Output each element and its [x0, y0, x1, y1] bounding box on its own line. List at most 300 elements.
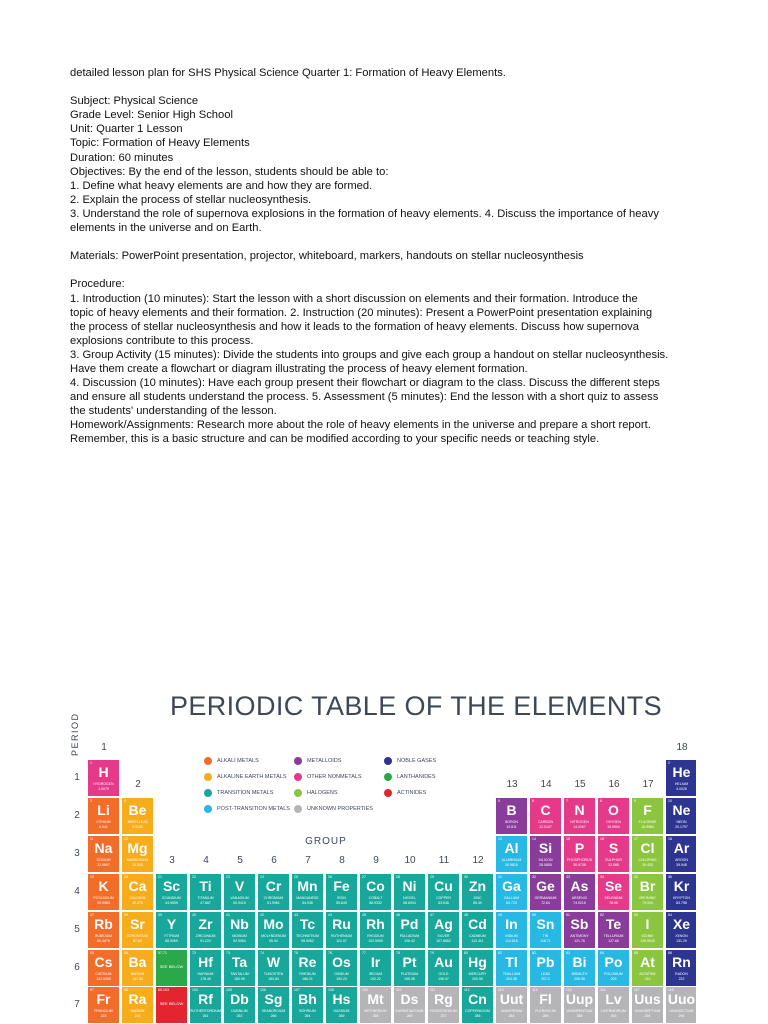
element-number: 113: [498, 988, 504, 992]
element-symbol: Uut: [499, 991, 524, 1007]
legend-swatch: [204, 773, 212, 781]
element-cell: [156, 912, 187, 948]
element-cell: [666, 912, 696, 948]
group-number: 5: [237, 855, 243, 866]
element-mass: 74.9216: [573, 901, 586, 905]
element-name: COPPER: [436, 896, 451, 900]
document-line: Have them create a flowchart or diagram illustrating the process of heavy element formation.: [70, 362, 528, 375]
element-cell: [292, 987, 323, 1023]
element-mass: 131.29: [676, 939, 687, 943]
element-symbol: Sb: [570, 916, 589, 932]
element-symbol: Cl: [640, 840, 655, 856]
element-symbol: Pb: [536, 954, 555, 970]
element-number: 84: [600, 951, 604, 955]
element-cell: [564, 912, 595, 948]
element-name: NICKEL: [403, 896, 416, 900]
element-symbol: F: [643, 802, 652, 818]
element-name: RADIUM: [130, 1009, 145, 1013]
element-number: 112: [464, 988, 470, 992]
element-name: ASTATINE: [639, 972, 656, 976]
element-number: 8: [600, 799, 602, 803]
element-mass: 1.0079: [98, 787, 109, 791]
element-cell: [292, 912, 323, 948]
element-name: FLUORINE: [638, 820, 657, 824]
element-mass: 186.21: [302, 977, 313, 981]
legend-label: ACTINIDES: [397, 790, 427, 796]
element-cell: [326, 987, 357, 1023]
element-cell: [598, 798, 629, 834]
element-mass: 137.33: [132, 977, 143, 981]
element-name: SILICON: [538, 858, 553, 862]
element-cell: [632, 836, 663, 872]
element-mass: 264: [304, 1014, 311, 1018]
element-name: VANADIUM: [230, 896, 249, 900]
element-number: 55: [90, 951, 94, 955]
element-cell: [88, 798, 119, 834]
element-name: NITROGEN: [570, 820, 589, 824]
element-cell: [122, 836, 153, 872]
element-symbol: Sc: [162, 878, 181, 894]
element-name: ROENTGENIUM: [430, 1009, 457, 1013]
element-number: 27: [362, 875, 366, 879]
element-number: 11: [90, 837, 94, 841]
element-number: 73: [226, 951, 230, 955]
element-mass: 44.9559: [165, 901, 178, 905]
element-symbol: Rb: [94, 916, 113, 932]
element-name: CARBON: [538, 820, 553, 824]
element-number: 87: [90, 988, 94, 992]
element-symbol: Rg: [434, 991, 453, 1007]
element-cell: [224, 950, 255, 986]
element-symbol: Li: [97, 802, 110, 818]
element-cell: [258, 874, 289, 910]
element-symbol: N: [574, 802, 585, 818]
element-name: MAGNESIUM: [126, 858, 149, 862]
element-name: IRON: [337, 896, 346, 900]
element-mass: 55.845: [336, 901, 347, 905]
element-symbol: Tl: [505, 954, 518, 970]
element-name: POTASSIUM: [93, 896, 114, 900]
element-mass: 195.08: [404, 977, 415, 981]
element-name: UNUNPENTIUM: [566, 1009, 593, 1013]
element-mass: 294: [678, 1014, 685, 1018]
group-number: 10: [404, 855, 416, 866]
element-symbol: Au: [434, 954, 453, 970]
group-number: 12: [472, 855, 484, 866]
element-mass: 12.0107: [539, 825, 552, 829]
element-symbol: Uuo: [667, 991, 696, 1007]
element-number: 44: [328, 913, 332, 917]
element-cell: [496, 836, 527, 872]
element-symbol: Mg: [127, 840, 148, 856]
element-symbol: Bi: [572, 954, 587, 970]
element-number: 43: [294, 913, 298, 917]
element-cell: [88, 987, 119, 1023]
element-mass: 69.723: [506, 901, 517, 905]
element-name: FRANCIUM: [94, 1009, 113, 1013]
element-number: 56: [124, 951, 128, 955]
element-symbol: P: [574, 840, 585, 856]
element-cell: [462, 950, 493, 986]
element-symbol: Sg: [264, 991, 283, 1007]
element-number: 47: [430, 913, 434, 917]
element-name: HASSIUM: [333, 1009, 350, 1013]
element-symbol: Re: [298, 954, 317, 970]
element-symbol: Uup: [565, 991, 594, 1007]
group-number: 7: [305, 855, 311, 866]
element-name: NEON: [676, 820, 687, 824]
element-number: 5: [498, 799, 500, 803]
element-symbol: Fr: [96, 991, 111, 1007]
element-cell: [122, 987, 153, 1023]
element-cell: [666, 760, 696, 796]
element-symbol: Bh: [298, 991, 317, 1007]
element-mass: 266: [270, 1014, 277, 1018]
document-line: Duration: 60 minutes: [70, 151, 174, 164]
element-name: HAFNIUM: [197, 972, 214, 976]
element-number: 107: [294, 988, 300, 992]
element-number: 12: [124, 837, 128, 841]
element-cell: [598, 912, 629, 948]
element-name: POLONIUM: [604, 972, 623, 976]
element-number: 54: [668, 913, 672, 917]
element-mass: 294: [644, 1014, 651, 1018]
element-symbol: Ca: [128, 878, 147, 894]
element-name: LITHIUM: [96, 820, 111, 824]
element-cell: [292, 874, 323, 910]
legend-label: TRANSITION METALS: [217, 790, 274, 796]
element-cell: [530, 912, 561, 948]
element-name: MERCURY: [468, 972, 487, 976]
element-cell: [496, 987, 527, 1023]
element-mass: 15.9994: [607, 825, 620, 829]
document-line: topic of heavy elements and their formation. 2. Instruction (20 minutes): Present a PowerPoint presentation explaining: [70, 306, 653, 319]
element-mass: 222: [678, 977, 685, 981]
element-cell: [88, 836, 119, 872]
legend-swatch: [204, 789, 212, 797]
element-cell: [496, 798, 527, 834]
element-number: 82: [532, 951, 536, 955]
element-symbol: Rn: [672, 954, 691, 970]
element-symbol: Si: [538, 840, 553, 856]
element-symbol: I: [645, 916, 650, 932]
blank-line: [70, 80, 700, 94]
period-number: 6: [74, 962, 80, 973]
element-symbol: SEE BELOW: [159, 1001, 184, 1006]
element-mass: 190.23: [336, 977, 347, 981]
element-number: 16: [600, 837, 604, 841]
element-name: GALLIUM: [503, 896, 520, 900]
element-number: 20: [124, 875, 128, 879]
element-mass: 6.941: [99, 825, 108, 829]
element-symbol: Db: [230, 991, 249, 1007]
element-mass: 289: [542, 1014, 549, 1018]
element-cell: [666, 874, 696, 910]
document-line: Subject: Physical Science: [70, 95, 199, 108]
element-number: 48: [464, 913, 468, 917]
element-cell: [530, 950, 561, 986]
element-number: 41: [226, 913, 230, 917]
legend-swatch: [294, 773, 302, 781]
element-number: 114: [532, 988, 538, 992]
element-mass: 63.546: [438, 901, 449, 905]
element-cell: [598, 950, 629, 986]
element-number: 53: [634, 913, 638, 917]
element-name: RADON: [675, 972, 688, 976]
element-mass: 268: [372, 1014, 379, 1018]
element-number: 72: [192, 951, 196, 955]
element-cell: [394, 874, 425, 910]
group-number: 17: [642, 779, 654, 790]
element-mass: 114.818: [505, 939, 518, 943]
element-name: OXYGEN: [606, 820, 621, 824]
element-cell: [428, 987, 459, 1023]
element-cell: [258, 912, 289, 948]
group-number: 6: [271, 855, 277, 866]
element-name: TIN: [542, 934, 549, 938]
element-cell: [190, 987, 221, 1023]
element-cell: [156, 987, 187, 1023]
element-cell: [632, 987, 663, 1023]
group-number: 15: [574, 779, 586, 790]
element-mass: 39.0983: [97, 901, 110, 905]
element-number: 30: [464, 875, 468, 879]
element-mass: 22.9897: [97, 863, 110, 867]
element-symbol: Xe: [672, 916, 691, 932]
element-mass: 293: [610, 1014, 617, 1018]
element-symbol: Co: [366, 878, 385, 894]
element-cell: [428, 912, 459, 948]
element-cell: [258, 950, 289, 986]
element-number: 4: [124, 799, 126, 803]
element-cell: [666, 950, 696, 986]
element-number: 109: [362, 988, 368, 992]
element-name: RUTHERFORDIUM: [190, 1009, 221, 1013]
element-number: 18: [668, 837, 672, 841]
element-number: 34: [600, 875, 604, 879]
element-number: 17: [634, 837, 638, 841]
periodic-table-title: PERIODIC TABLE OF THE ELEMENTS: [169, 691, 663, 721]
element-cell: [292, 950, 323, 986]
element-name: RHODIUM: [367, 934, 384, 938]
element-symbol: K: [98, 878, 109, 894]
element-symbol: Lv: [605, 991, 622, 1007]
element-name: LIVERMORIUM: [601, 1009, 626, 1013]
element-name: RUBIDIUM: [94, 934, 113, 938]
element-symbol: Os: [332, 954, 351, 970]
group-number: 1: [101, 742, 107, 753]
group-number: 9: [373, 855, 379, 866]
group-number: 14: [540, 779, 552, 790]
element-mass: 28.0855: [539, 863, 552, 867]
element-symbol: Ag: [434, 916, 453, 932]
element-cell: [190, 950, 221, 986]
element-mass: 72.64: [541, 901, 550, 905]
element-cell: [428, 950, 459, 986]
element-name: BROMINE: [639, 896, 656, 900]
element-symbol: Ni: [402, 878, 417, 894]
element-cell: [496, 912, 527, 948]
document-line: elements in the universe and on Earth.: [70, 222, 262, 235]
element-number: 9: [634, 799, 636, 803]
element-mass: 207.2: [541, 977, 550, 981]
element-mass: 127.60: [608, 939, 619, 943]
element-cell: [326, 950, 357, 986]
element-cell: [360, 950, 391, 986]
legend-label: LANTHANIDES: [397, 774, 436, 780]
element-number: 117: [634, 988, 640, 992]
element-name: TANTALUM: [230, 972, 249, 976]
element-symbol: Cr: [265, 878, 282, 894]
element-cell: [632, 950, 663, 986]
element-number: 89-103: [158, 988, 169, 992]
element-number: 33: [566, 875, 570, 879]
element-name: UNUNSEPTIUM: [634, 1009, 661, 1013]
element-name: HELIUM: [674, 782, 689, 786]
element-cell: [122, 874, 153, 910]
element-number: 78: [396, 951, 400, 955]
legend-swatch: [294, 757, 302, 765]
element-mass: 18.9984: [641, 825, 654, 829]
legend-swatch: [384, 773, 392, 781]
element-mass: 24.305: [132, 863, 143, 867]
element-name: THALLIUM: [502, 972, 521, 976]
element-name: KRYPTON: [673, 896, 690, 900]
element-name: IODINE: [641, 934, 654, 938]
legend-swatch: [204, 757, 212, 765]
element-mass: 83.798: [676, 901, 687, 905]
element-number: 25: [294, 875, 298, 879]
element-cell: [564, 874, 595, 910]
element-name: SEABORGIUM: [261, 1009, 286, 1013]
element-number: 7: [566, 799, 568, 803]
element-mass: 4.0026: [676, 787, 687, 791]
element-mass: 269: [406, 1014, 413, 1018]
element-mass: 284: [508, 1014, 515, 1018]
element-number: 10: [668, 799, 672, 803]
element-number: 28: [396, 875, 400, 879]
element-name: PALLADIUM: [399, 934, 420, 938]
document-line: 2. Explain the process of stellar nucleosynthesis.: [70, 193, 312, 206]
element-cell: [258, 987, 289, 1023]
element-name: GOLD: [438, 972, 449, 976]
element-mass: 204.38: [506, 977, 517, 981]
element-symbol: Mo: [263, 916, 284, 932]
element-mass: 112.411: [471, 939, 484, 943]
element-cell: [224, 987, 255, 1023]
element-cell: [190, 912, 221, 948]
element-name: GERMANIUM: [534, 896, 557, 900]
element-cell: [88, 874, 119, 910]
element-mass: 39.948: [676, 863, 687, 867]
element-number: 115: [566, 988, 572, 992]
element-number: 23: [226, 875, 230, 879]
element-number: 80: [464, 951, 468, 955]
element-mass: 26.9815: [505, 863, 518, 867]
legend-swatch: [294, 789, 302, 797]
element-number: 40: [192, 913, 196, 917]
group-number: 4: [203, 855, 209, 866]
lesson-plan-text: [70, 66, 700, 447]
element-name: RUTHENIUM: [331, 934, 352, 938]
element-name: MOLYBDENUM: [261, 934, 286, 938]
element-mass: 272: [440, 1014, 447, 1018]
element-name: STRONTIUM: [127, 934, 148, 938]
element-symbol: Nb: [230, 916, 249, 932]
element-symbol: Rf: [198, 991, 213, 1007]
element-number: 22: [192, 875, 196, 879]
element-name: SELENIUM: [604, 896, 623, 900]
element-mass: 180.95: [234, 977, 245, 981]
element-mass: 226: [134, 1014, 141, 1018]
element-name: INDIUM: [505, 934, 518, 938]
element-cell: [156, 874, 187, 910]
element-name: CALCIUM: [129, 896, 146, 900]
element-mass: 261: [202, 1014, 209, 1018]
element-mass: 10.811: [506, 825, 517, 829]
element-mass: 106.42: [404, 939, 415, 943]
element-mass: 102.9055: [368, 939, 383, 943]
element-cell: [394, 912, 425, 948]
element-name: CHLORINE: [638, 858, 657, 862]
element-name: TITANIUM: [197, 896, 214, 900]
element-symbol: Cd: [468, 916, 487, 932]
element-number: 81: [498, 951, 502, 955]
element-cell: [564, 950, 595, 986]
legend-swatch: [204, 805, 212, 813]
element-mass: 285: [474, 1014, 481, 1018]
document-line: Remember, this is a basic structure and can be modified according to your specific needs or teaching style.: [70, 433, 600, 446]
element-cell: [122, 950, 153, 986]
element-symbol: S: [608, 840, 619, 856]
element-cell: [190, 874, 221, 910]
element-mass: 58.6934: [403, 901, 416, 905]
element-mass: 54.938: [302, 901, 313, 905]
element-cell: [564, 836, 595, 872]
element-name: CAESIUM: [95, 972, 112, 976]
element-symbol: Fe: [333, 878, 350, 894]
element-symbol: As: [570, 878, 589, 894]
element-cell: [326, 912, 357, 948]
element-cell: [428, 874, 459, 910]
element-number: 1: [90, 761, 92, 765]
element-name: DARMSTADTIUM: [395, 1009, 424, 1013]
element-symbol: Se: [604, 878, 623, 894]
document-line: and ensure all students understand the process. 5. Assessment (5 minutes): End the lesson with a short quiz to assess: [70, 391, 659, 404]
element-symbol: Po: [604, 954, 623, 970]
element-number: 50: [532, 913, 536, 917]
element-mass: 178.49: [200, 977, 211, 981]
element-symbol: Cs: [94, 954, 113, 970]
element-name: HYDROGEN: [93, 782, 114, 786]
element-number: 104: [192, 988, 198, 992]
period-number: 3: [74, 848, 80, 859]
element-symbol: Na: [94, 840, 113, 856]
period-number: 7: [74, 999, 80, 1010]
element-number: 108: [328, 988, 334, 992]
element-name: BOHRIUM: [299, 1009, 316, 1013]
element-number: 31: [498, 875, 502, 879]
element-number: 32: [532, 875, 536, 879]
element-cell: [530, 798, 561, 834]
element-symbol: In: [505, 916, 518, 932]
blank-line: [70, 263, 700, 277]
element-name: OSMIUM: [334, 972, 349, 976]
legend-swatch: [294, 805, 302, 813]
element-mass: 126.9045: [640, 939, 655, 943]
element-cell: [632, 798, 663, 834]
element-name: COPERNICIUM: [465, 1009, 490, 1013]
